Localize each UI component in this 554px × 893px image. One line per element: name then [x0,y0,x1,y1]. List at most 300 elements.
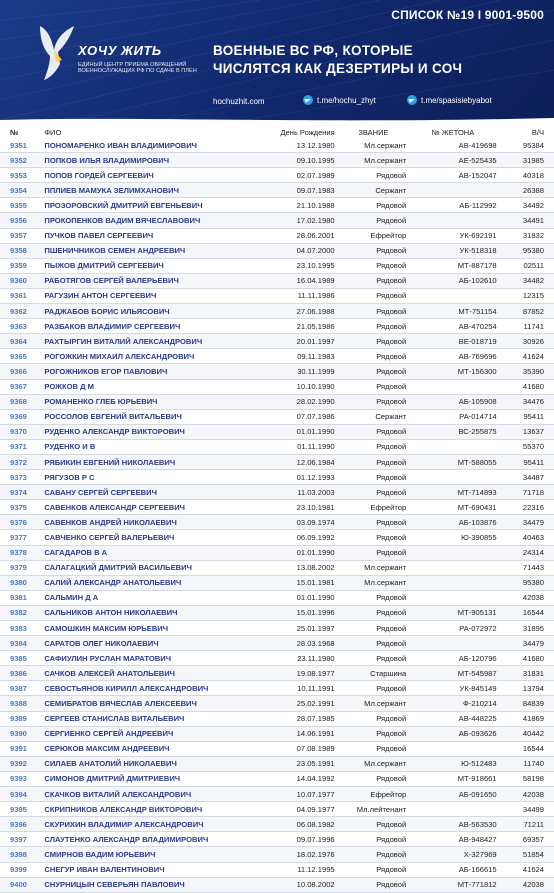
row-name: РОГОЖНИКОВ ЕГОР ПАВЛОВИЧ [41,364,258,379]
row-number: 9367 [0,379,41,394]
table-row [0,802,554,817]
row-unit: 71718 [501,485,554,500]
row-rank: Мл.сержант [341,575,410,590]
table-row [0,862,554,877]
table-row [0,273,554,288]
table-row [0,756,554,771]
row-token: АВ-419698 [409,138,500,153]
table-row [0,636,554,651]
row-rank: Рядовой [341,213,410,228]
row-token: АВ-563530 [409,817,500,832]
row-token: АВ-470254 [409,319,500,334]
row-number: 9396 [0,817,41,832]
row-name: ПОНОМАРЕНКО ИВАН ВЛАДИМИРОВИЧ [41,138,258,153]
row-rank: Рядовой [341,817,410,832]
row-number: 9366 [0,364,41,379]
row-rank: Рядовой [341,319,410,334]
column-header-rank: ЗВАНИЕ [358,127,389,137]
row-token: АВ-152047 [409,168,500,183]
row-number: 9359 [0,258,41,273]
row-unit: 71211 [501,817,554,832]
telegram-icon [407,95,417,105]
row-number: 9399 [0,862,41,877]
row-birthdate: 28.02.1990 [258,394,341,409]
table-row [0,741,554,756]
row-rank: Рядовой [341,379,410,394]
row-name: САФИУЛИН РУСЛАН МАРАТОВИЧ [41,651,258,666]
row-number: 9389 [0,711,41,726]
row-name: СЕМИБРАТОВ ВЯЧЕСЛАВ АЛЕКСЕЕВИЧ [41,696,258,711]
row-number: 9362 [0,304,41,319]
row-token [409,802,500,817]
row-number: 9387 [0,681,41,696]
deserters-table [0,126,554,893]
brand-title: ХОЧУ ЖИТЬ [78,43,162,58]
table-row [0,439,554,454]
row-token: МТ-156300 [409,364,500,379]
row-token: АБ-103876 [409,515,500,530]
row-number: 9386 [0,666,41,681]
row-number: 9392 [0,756,41,771]
row-unit: 41680 [501,651,554,666]
table-row [0,198,554,213]
row-unit: 31832 [501,228,554,243]
row-name: РОЖКОВ Д М [41,379,258,394]
row-token [409,379,500,394]
row-number: 9390 [0,726,41,741]
row-birthdate: 15.01.1996 [258,605,341,620]
row-birthdate: 06.08.1982 [258,817,341,832]
row-rank: Рядовой [341,470,410,485]
table-row [0,153,554,168]
row-number: 9355 [0,198,41,213]
row-token [409,636,500,651]
row-name: ППЛИЕВ МАМУКА ЗЕЛИМХАНОВИЧ [41,183,258,198]
row-rank: Рядовой [341,590,410,605]
row-token [409,545,500,560]
row-rank: Сержант [341,409,410,424]
row-birthdate: 01.11.1990 [258,439,341,454]
row-token: МТ-905131 [409,605,500,620]
row-number: 9383 [0,621,41,636]
row-birthdate: 10.07.1977 [258,787,341,802]
row-unit: 95384 [501,138,554,153]
row-rank: Рядовой [341,741,410,756]
row-birthdate: 11.12.1995 [258,862,341,877]
telegram-link-1-label: t.me/hochu_zhyt [317,95,376,105]
table-row [0,605,554,620]
row-token: АБ-102610 [409,273,500,288]
row-token: АБ-120796 [409,651,500,666]
table-row [0,288,554,303]
row-birthdate: 01.01.1990 [258,590,341,605]
table-header-row [0,126,554,138]
row-name: РУДЕНКО АЛЕКСАНДР ВИКТОРОВИЧ [41,424,258,439]
table-row [0,349,554,364]
row-unit: 11741 [501,319,554,334]
row-birthdate: 19.08.1977 [258,666,341,681]
row-unit: 34491 [501,213,554,228]
row-number: 9371 [0,439,41,454]
row-rank: Рядовой [341,651,410,666]
row-unit: 24314 [501,545,554,560]
row-token [409,560,500,575]
row-name: СКРИПНИКОВ АЛЕКСАНДР ВИКТОРОВИЧ [41,802,258,817]
row-name: СМИРНОВ ВАДИМ ЮРЬЕВИЧ [41,847,258,862]
row-unit: 34482 [501,273,554,288]
page-title-line2: ЧИСЛЯТСЯ КАК ДЕЗЕРТИРЫ И СОЧ [213,61,463,76]
row-rank: Рядовой [341,877,410,892]
table-row [0,454,554,469]
row-number: 9353 [0,168,41,183]
header-wave [0,116,554,124]
row-number: 9375 [0,500,41,515]
row-number: 9388 [0,696,41,711]
row-birthdate: 11.03.2003 [258,485,341,500]
row-name: СЕВОСТЬЯНОВ КИРИЛЛ АЛЕКСАНДРОВИЧ [41,681,258,696]
row-number: 9368 [0,394,41,409]
row-number: 9379 [0,560,41,575]
row-name: ПУЧКОВ ПАВЕЛ СЕРГЕЕВИЧ [41,228,258,243]
row-rank: Старшина [341,666,410,681]
site-link[interactable]: hochuzhit.com [213,97,265,106]
row-name: ПРОКОПЕНКОВ ВАДИМ ВЯЧЕСЛАВОВИЧ [41,213,258,228]
row-name: СЕРГИЕНКО СЕРГЕЙ АНДРЕЕВИЧ [41,726,258,741]
row-unit: 41869 [501,711,554,726]
row-token [409,590,500,605]
row-birthdate: 01.01.1990 [258,545,341,560]
row-token [409,213,500,228]
row-name: СЕРЮКОВ МАКСИМ АНДРЕЕВИЧ [41,741,258,756]
row-rank: Рядовой [341,485,410,500]
row-unit: 31831 [501,666,554,681]
row-name: РОМАНЕНКО ГЛЕБ ЮРЬЕВИЧ [41,394,258,409]
row-name: САРАТОВ ОЛЕГ НИКОЛАЕВИЧ [41,636,258,651]
row-unit: 16544 [501,605,554,620]
row-unit: 95380 [501,243,554,258]
row-unit: 26388 [501,183,554,198]
row-unit: 42038 [501,877,554,892]
row-birthdate: 02.07.1989 [258,168,341,183]
row-birthdate: 09.07.1996 [258,832,341,847]
row-birthdate: 30.11.1999 [258,364,341,379]
row-rank: Мл.лейтенант [341,802,410,817]
row-unit: 13794 [501,681,554,696]
column-header-token: № ЖЕТОНА [431,127,475,137]
row-unit: 41624 [501,349,554,364]
row-token: АБ-093626 [409,726,500,741]
row-unit: 34492 [501,198,554,213]
row-name: ПОПОВ ГОРДЕЙ СЕРГЕЕВИЧ [41,168,258,183]
row-rank: Рядовой [341,530,410,545]
row-number: 9397 [0,832,41,847]
row-rank: Рядовой [341,334,410,349]
row-unit: 34487 [501,470,554,485]
row-rank: Рядовой [341,304,410,319]
row-number: 9354 [0,183,41,198]
row-unit: 11740 [501,756,554,771]
row-number: 9377 [0,530,41,545]
row-name: РАЗБАКОВ ВЛАДИМИР СЕРГЕЕВИЧ [41,319,258,334]
row-name: РАБОТЯГОВ СЕРГЕЙ ВАЛЕРЬЕВИЧ [41,273,258,288]
page-title-line1: ВОЕННЫЕ ВС РФ, КОТОРЫЕ [213,43,413,58]
row-name: ПРОЗОРОВСКИЙ ДМИТРИЙ ЕВГЕНЬЕВИЧ [41,198,258,213]
table-row [0,817,554,832]
column-header-name: ФИО [44,127,62,137]
row-number: 9360 [0,273,41,288]
row-token: АВ-948427 [409,832,500,847]
telegram-link-2-label: t.me/spasisiebyabot [421,95,492,105]
row-number: 9394 [0,787,41,802]
row-birthdate: 12.06.1984 [258,454,341,469]
table-row [0,847,554,862]
row-name: САВАНУ СЕРГЕЙ СЕРГЕЕВИЧ [41,485,258,500]
row-birthdate: 06.09.1992 [258,530,341,545]
table-row [0,530,554,545]
row-unit: 34476 [501,394,554,409]
row-name: РАХТЫРГИН ВИТАЛИЙ АЛЕКСАНДРОВИЧ [41,334,258,349]
row-rank: Рядовой [341,394,410,409]
row-unit: 31895 [501,621,554,636]
row-token [409,470,500,485]
row-birthdate: 17.02.1980 [258,213,341,228]
row-token: РА-014714 [409,409,500,424]
row-unit: 84839 [501,696,554,711]
table-row [0,651,554,666]
row-token: АБ-166615 [409,862,500,877]
row-unit: 42038 [501,590,554,605]
row-token: МТ-714893 [409,485,500,500]
row-token: РА-072972 [409,621,500,636]
row-number: 9365 [0,349,41,364]
row-birthdate: 09.10.1995 [258,153,341,168]
table-row [0,485,554,500]
row-token [409,741,500,756]
row-rank: Мл.сержант [341,560,410,575]
telegram-link-2[interactable] [407,95,492,105]
row-name: ПШЕНИЧНИКОВ СЕМЕН АНДРЕЕВИЧ [41,243,258,258]
row-unit: 41680 [501,379,554,394]
row-token: МТ-771812 [409,877,500,892]
row-rank: Рядовой [341,681,410,696]
table-row [0,138,554,153]
row-rank: Рядовой [341,454,410,469]
row-name: РЯБИКИН ЕВГЕНИЙ НИКОЛАЕВИЧ [41,454,258,469]
row-unit: 71443 [501,560,554,575]
row-birthdate: 09.07.1983 [258,183,341,198]
row-unit: 69357 [501,832,554,847]
row-token: УК-845149 [409,681,500,696]
row-rank: Рядовой [341,636,410,651]
row-rank: Ефрейтор [341,500,410,515]
row-unit: 51854 [501,847,554,862]
column-header-unit: В/Ч [531,127,544,137]
row-rank: Рядовой [341,621,410,636]
column-header-number: № [10,127,19,137]
row-birthdate: 27.06.1988 [258,304,341,319]
row-token: АБ-091650 [409,787,500,802]
row-number: 9381 [0,590,41,605]
row-unit: 30926 [501,334,554,349]
table-row [0,681,554,696]
row-birthdate: 15.01.1981 [258,575,341,590]
row-name: СКАЧКОВ ВИТАЛИЙ АЛЕКСАНДРОВИЧ [41,787,258,802]
row-token: Ю-390855 [409,530,500,545]
row-unit: 58198 [501,771,554,786]
row-birthdate: 25.02.1991 [258,696,341,711]
row-rank: Рядовой [341,364,410,379]
row-birthdate: 23.10.1981 [258,500,341,515]
table-row [0,545,554,560]
row-rank: Рядовой [341,515,410,530]
row-unit: 95380 [501,575,554,590]
row-token: МТ-918661 [409,771,500,786]
row-name: САЛЬМИН Д А [41,590,258,605]
row-token: АВ-448225 [409,711,500,726]
row-rank: Рядовой [341,258,410,273]
row-rank: Мл.сержант [341,138,410,153]
table-row [0,334,554,349]
row-birthdate: 04.07.2000 [258,243,341,258]
row-birthdate: 14.04.1992 [258,771,341,786]
row-number: 9352 [0,153,41,168]
row-token: МТ-545987 [409,666,500,681]
row-name: САВЧЕНКО СЕРГЕЙ ВАЛЕРЬЕВИЧ [41,530,258,545]
table-row [0,500,554,515]
row-name: СИЛАЕВ АНАТОЛИЙ НИКОЛАЕВИЧ [41,756,258,771]
row-unit: 16544 [501,741,554,756]
row-token: АЕ-525435 [409,153,500,168]
row-rank: Мл.сержант [341,696,410,711]
row-birthdate: 04.09.1977 [258,802,341,817]
row-number: 9351 [0,138,41,153]
row-name: РОГОЖКИН МИХАИЛ АЛЕКСАНДРОВИЧ [41,349,258,364]
row-rank: Ефрейтор [341,228,410,243]
row-rank: Рядовой [341,243,410,258]
row-birthdate: 25.01.1997 [258,621,341,636]
table-row [0,771,554,786]
row-name: САВЕНКОВ АЛЕКСАНДР СЕРГЕЕВИЧ [41,500,258,515]
row-rank: Рядовой [341,771,410,786]
row-number: 9376 [0,515,41,530]
row-rank: Рядовой [341,273,410,288]
row-rank: Рядовой [341,439,410,454]
table-row [0,319,554,334]
row-birthdate: 01.12.1993 [258,470,341,485]
row-birthdate: 01.01.1990 [258,424,341,439]
row-name: САГАДАРОВ В А [41,545,258,560]
row-name: РЯГУЗОВ Р С [41,470,258,485]
row-token: АВ-769696 [409,349,500,364]
row-rank: Рядовой [341,198,410,213]
row-token: УК-692191 [409,228,500,243]
telegram-link-1[interactable] [303,95,376,105]
table-row [0,424,554,439]
row-number: 9364 [0,334,41,349]
row-name: СЛАУТЕНКО АЛЕКСАНДР ВЛАДИМИРОВИЧ [41,832,258,847]
row-number: 9363 [0,319,41,334]
table-row [0,787,554,802]
table-row [0,213,554,228]
row-token: МТ-588055 [409,454,500,469]
row-unit: 87852 [501,304,554,319]
row-number: 9393 [0,771,41,786]
table-row [0,258,554,273]
row-unit: 12315 [501,288,554,303]
row-birthdate: 10.11.1991 [258,681,341,696]
row-unit: 95411 [501,454,554,469]
table-row [0,168,554,183]
row-token: УК-518318 [409,243,500,258]
brand-subtitle: ЕДИНЫЙ ЦЕНТР ПРИЕМА ОБРАЩЕНИЙ ВОЕННОСЛУЖАЩИХ РФ ПО СДАЧЕ В ПЛЕН [78,62,197,75]
row-unit: 41624 [501,862,554,877]
table-row [0,228,554,243]
row-unit: 42038 [501,787,554,802]
row-rank: Ефрейтор [341,787,410,802]
row-birthdate: 28.03.1968 [258,636,341,651]
row-unit: 40463 [501,530,554,545]
row-number: 9398 [0,847,41,862]
row-rank: Рядовой [341,288,410,303]
row-unit: 95411 [501,409,554,424]
row-name: СЕРГЕЕВ СТАНИСЛАВ ВИТАЛЬЕВИЧ [41,711,258,726]
table-row [0,183,554,198]
row-birthdate: 09.11.1983 [258,349,341,364]
row-name: СИМОНОВ ДМИТРИЙ ДМИТРИЕВИЧ [41,771,258,786]
row-unit: 34479 [501,636,554,651]
row-rank: Рядовой [341,424,410,439]
row-birthdate: 10.10.1990 [258,379,341,394]
row-number: 9370 [0,424,41,439]
table-row [0,711,554,726]
row-birthdate: 13.08.2002 [258,560,341,575]
row-birthdate: 11.11.1986 [258,288,341,303]
row-birthdate: 28.06.2001 [258,228,341,243]
row-number: 9382 [0,605,41,620]
table-row [0,666,554,681]
page-title [213,42,462,78]
row-number: 9369 [0,409,41,424]
row-number: 9357 [0,228,41,243]
row-birthdate: 23.05.1991 [258,756,341,771]
telegram-icon [303,95,313,105]
row-name: САЛАГАЦКИЙ ДМИТРИЙ ВАСИЛЬЕВИЧ [41,560,258,575]
table-row [0,470,554,485]
row-number: 9373 [0,470,41,485]
row-unit: 40442 [501,726,554,741]
row-token: Ф-210214 [409,696,500,711]
row-token: МТ-690431 [409,500,500,515]
row-unit: 40318 [501,168,554,183]
row-rank: Рядовой [341,545,410,560]
table-row [0,590,554,605]
row-unit: 34479 [501,515,554,530]
table-row [0,560,554,575]
table-row [0,304,554,319]
table-row [0,409,554,424]
row-name: САМОШКИН МАКСИМ ЮРЬЕВИЧ [41,621,258,636]
row-unit: 02511 [501,258,554,273]
row-number: 9395 [0,802,41,817]
row-token [409,575,500,590]
table-row [0,243,554,258]
row-birthdate: 23.10.1995 [258,258,341,273]
row-number: 9391 [0,741,41,756]
table-row [0,726,554,741]
row-rank: Рядовой [341,726,410,741]
row-rank: Мл.сержант [341,153,410,168]
table-row [0,621,554,636]
